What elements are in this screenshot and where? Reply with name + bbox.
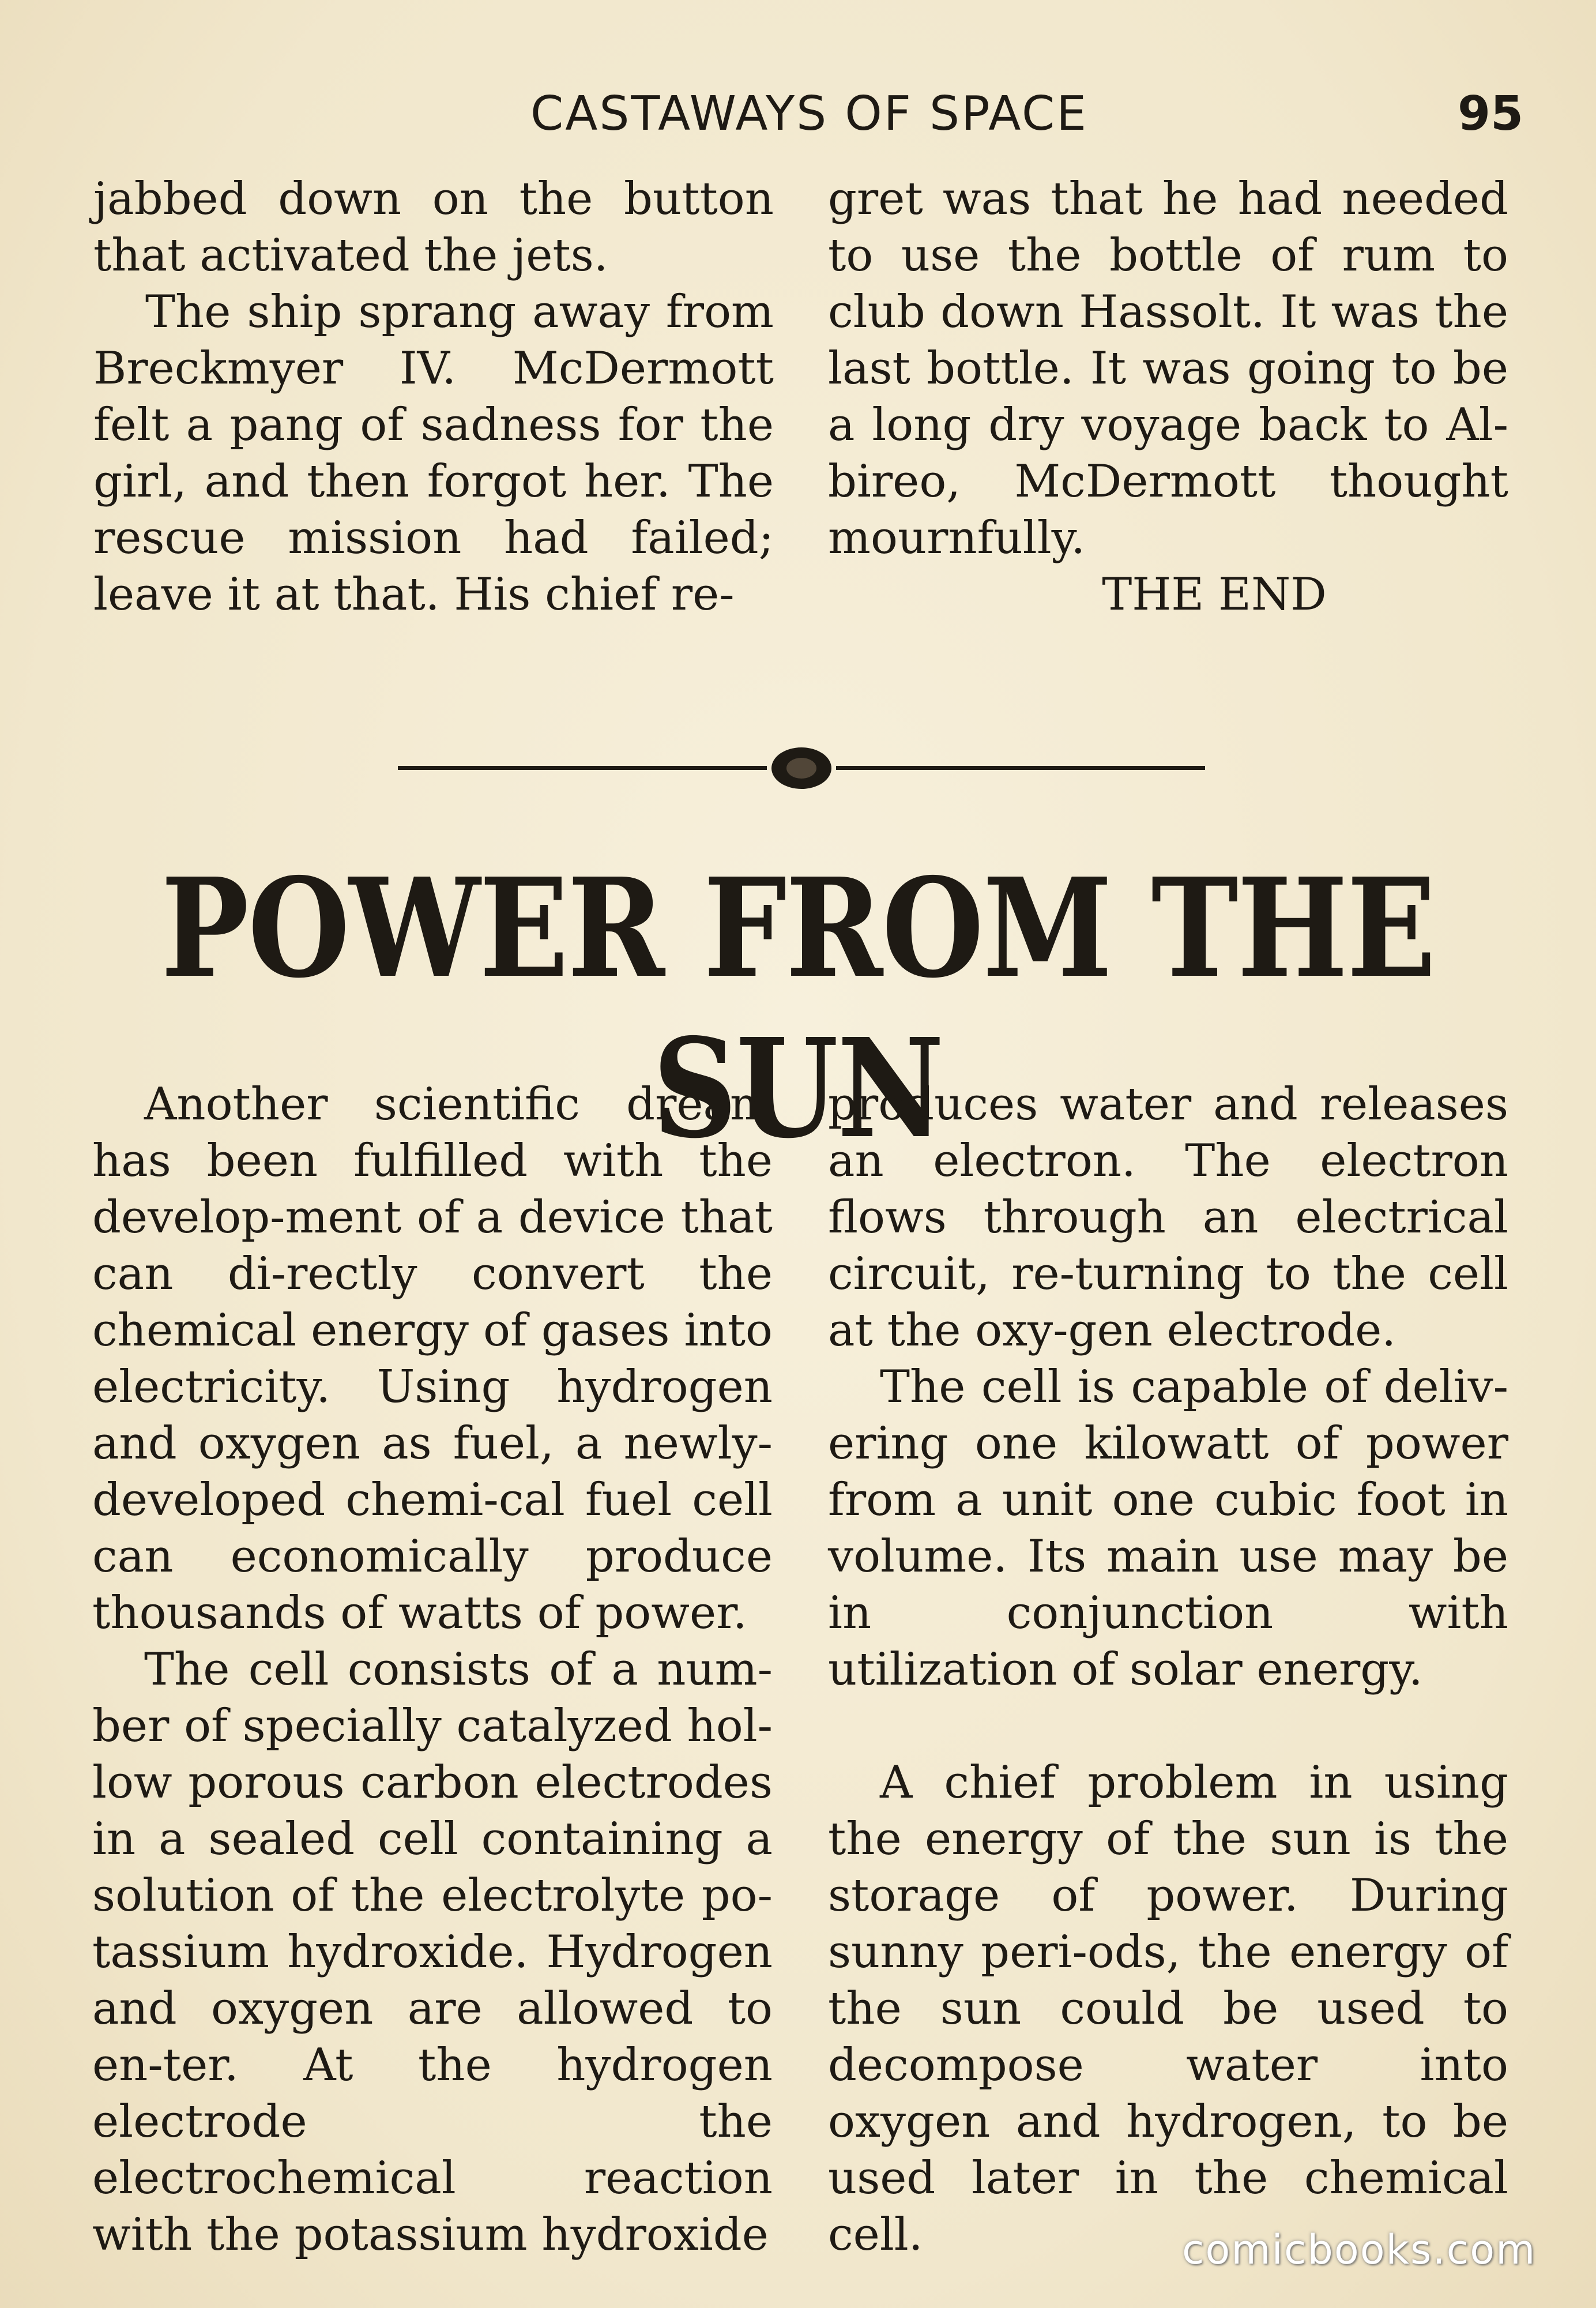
article-paragraph: The cell consists of a num-ber of specially catalyzed hol-low porous carbon electrodes in a sealed cell containing a solution of the electrolyte po-tassium hydroxide. Hydrogen and oxygen are allowed to en-ter. At the hydrogen electrode the electrochemical reaction with the potassium hydroxide [92,1644,773,2261]
page-number: 95 [1458,87,1524,141]
the-end-mark: THE END [1102,569,1327,621]
story-paragraph: jabbed down on the button that activated the jets. [93,173,774,281]
article-column-right [828,1076,1508,2263]
story-paragraph: The ship sprang away from Breckmyer IV. McDermott felt a pang of sadness for the girl, and then forgot her. The rescue mission had failed; leave it at that. His chief re- [93,286,774,621]
article-paragraph: A chief problem in using the energy of the sun is the storage of power. During sunny peri-ods, the energy of the sun could be used to decompose water into oxygen and hydrogen, to be used later in the chemical cell. [828,1757,1508,2261]
story-column-left [93,171,774,623]
running-title: CASTAWAYS OF SPACE [530,87,1089,141]
watermark: comicbooks.com [1182,2226,1537,2273]
divider-rule-right [836,766,1205,770]
running-head [0,87,1596,150]
article-paragraph: The cell is capable of deliv-ering one kilowatt of power from a unit one cubic foot in volume. Its main use may be in conjunction with utilization of solar energy. [828,1361,1508,1696]
divider-rule-left [398,766,767,770]
section-divider [398,744,1205,790]
article-column-left [92,1076,773,2263]
article-title: POWER FROM THE SUN [161,848,1435,1168]
divider-ornament-icon [771,747,831,789]
paragraph-gap [828,1698,1508,1754]
article-paragraph: Another scientific dream has been fulfilled with the develop-ment of a device that can di-rectly convert the chemical energy of gases into electricity. Using hydrogen and oxygen as fuel, a newly-developed chemi-cal fuel cell can economically produce thousands of watts of power. [92,1078,773,1639]
article-paragraph: produces water and releases an electron. The electron flows through an electrical circuit, re-turning to the cell at the oxy-gen electrode. [828,1078,1508,1356]
story-paragraph: gret was that he had needed to use the bottle of rum to club down Hassolt. It was the last bottle. It was going to be a long dry voyage back to Al-bireo, McDermott thought mournfully. [828,173,1508,564]
story-column-right [828,171,1508,623]
